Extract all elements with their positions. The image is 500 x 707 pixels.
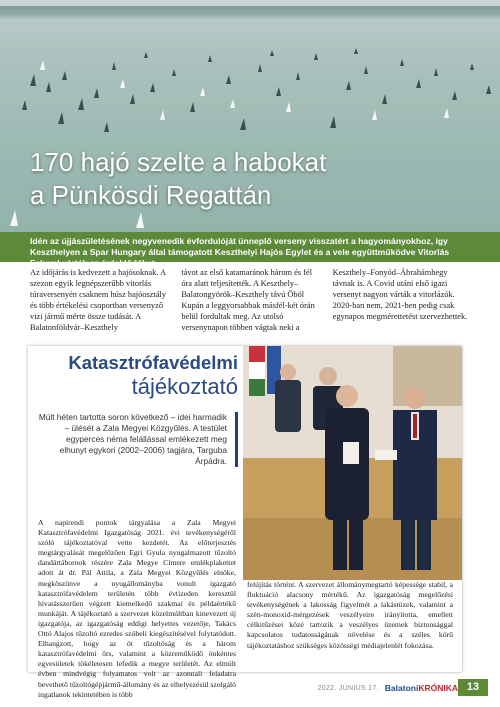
- article-headline: [38, 352, 238, 400]
- regatta-column-3: Keszthely–Fonyód–Ábrahámhegy távnak is. A Covid utáni első igazi versenyt nagyon várták a vitorlázók. 2020-ban nem, 2021-ben pedig csak egynapos megmérettetést szervezhettek.: [332, 268, 468, 321]
- article-headline-line2: tájékoztató: [131, 374, 238, 399]
- hero-headline-line2: a Pünkösdi Regattán: [30, 180, 272, 210]
- publication-logo-part1: Balatoni: [384, 683, 419, 693]
- publication-logo: [385, 683, 458, 693]
- hero-headline: [30, 146, 470, 212]
- award-ceremony-photo: [243, 346, 462, 580]
- article-body-left: A napirendi pontok tárgyalása a Zala Megyei Katasztrófavédelmi Igazgatóság 2021. évi tevékenységéről szóló tájékoztatóval vette kezdetét. Az előterjesztés megtárgyalását megelőzően Egri Gyula nyugalmazott tűzoltó dandártábornok részére Zala Megye Címere emlékplakettet adott át dr. Pál Attila, a Zala Megyei Közgyűlés elnöke, megköszönve a nyugállományba vonult igazgató katasztrófavédelem területén több évtizeden keresztül hivatásszerűen végzett kiemelkedő szakmai és példaértékű munkáját. A tájékoztató a szervezet közelmúltban kinevezett új igazgatója, az igazgatóság eddigi helyettes vezetője, Takács Ottó Alajos tűzoltó ezredes szóbeli kiegészítésével folytatódott. Elhangzott, hogy az öt tűzoltóság és a három katasztrófavédelmi őrs, valamint a közreműködő önkéntes egyesületek tökéletesen lefedik a megye területét. Az elmúlt évben mindvégig folyamatos volt az azonnali feladatra bevethető tűzoltógépjármű-állomány és az elhelyezésül szolgáló ingatlanok tekintetében is több: [38, 518, 236, 699]
- regatta-article-columns: [30, 268, 470, 338]
- regatta-column-1: Az időjárás is kedvezett a hajósoknak. A szezon egyik legnépszerűbb vitorlás túraversenyén csaknem húsz hajóosztály és több értékelési csoportban versenyző vizi jármű mérte össze tudását. A Balatonföldvár–Keszthely: [30, 268, 167, 332]
- lead-text: Idén az újjászületésének negyvenedik évfordulóját ünneplő verseny visszatért a hagyományokhoz, így Keszthelyen a Spar Hungary által támogatott Keszthelyi Hajós Egylet és a vele együttműködve Vitorlás Faluval várták az érdeklődőket.: [30, 236, 450, 268]
- hero-headline-line1: 170 hajó szelte a habokat: [30, 147, 327, 177]
- lead-banner: [0, 232, 500, 268]
- page-footer: [318, 682, 458, 694]
- regatta-column-2: távot az első katamaránok három és fél óra alatt teljesítették. A Keszthely–Balatongyörök–Keszthely távú Öböl Kupán a leggyorsabbak másfél-két órán belül fordultak meg. Az utolsó versenynapon többen vágtak neki a: [181, 268, 315, 332]
- ceremony-illustration: [243, 346, 462, 580]
- publication-logo-part2: KRÓNIKA: [418, 683, 458, 693]
- hero-photo: [0, 0, 500, 232]
- article-body-right: felújítás történt. A szervezet állománymegtartó képessége stabil, a fluktuáció alacsony mértékű. Az igazgatóság megelőzési tevékenységének a lakosság figyelmét a lakástüzek, valamint a szén-monoxid-mérgezések veszélyeire irányította, emellett célkitűzései közé tartozik a veszélyes üzemek biztonsággal kapcsolatos tudatosságának növelése és a széles körű tájékoztatáshoz szükséges közösségi médiajelenlét fokozása.: [247, 580, 453, 650]
- article-intro: Múlt héten tartotta soron következő – idei harmadik – ülését a Zala Megyei Közgyűlés. A testület egyperces néma felállással emlékezett meg elhunyt egykori (2002–2006) tagjára, Targuba Árpádra.: [38, 412, 238, 467]
- article-headline-line1: Katasztrófavédelmi: [68, 352, 238, 373]
- page-number: 13: [458, 679, 488, 696]
- issue-date: 2022. JÚNIUS 17.: [317, 684, 379, 692]
